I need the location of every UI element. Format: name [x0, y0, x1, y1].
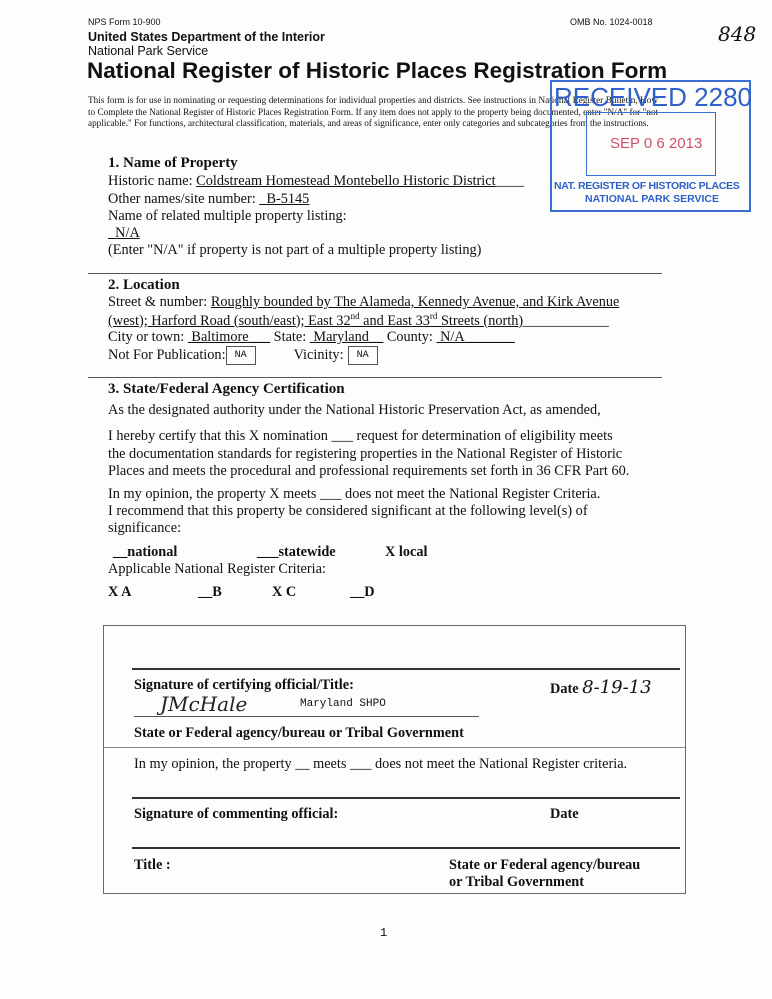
criterion-b: __B — [198, 584, 222, 600]
vicinity-box[interactable]: NA — [348, 346, 378, 365]
county-label: County: — [386, 329, 433, 345]
city-label: City or town: — [108, 329, 185, 345]
certify-line: Places and meets the procedural and professional requirements set forth in 36 CFR Part 60. — [108, 463, 630, 479]
stamp-received: RECEIVED 2280 — [554, 82, 752, 112]
section1-heading: 1. Name of Property — [108, 155, 238, 171]
instructions: This form is for use in nominating or requesting determinations for individual properties and districts. See instructions in National Register Bulletin, How to Complete the National Register of Historic Places Registration Form. If any item does not apply to the property being documented, enter "N/A" for "not applicable." For functions, architectural classification, materials, and areas of significance, enter only categories and subcategories from the instructions. — [88, 95, 658, 128]
omb-number: OMB No. 1024-0018 — [570, 17, 653, 27]
other-names-label: Other names/site number: — [108, 191, 256, 207]
commenting-opinion: In my opinion, the property __ meets ___ does not meet the National Register criteria. — [134, 756, 628, 772]
certify-line: I hereby certify that this X nomination ___ request for determination of eligibility meets — [108, 428, 613, 444]
street-line1: Roughly bounded by The Alameda, Kennedy Avenue, and Kirk Avenue — [210, 294, 620, 310]
county-value: N/A_______ — [440, 329, 515, 345]
stamp-line2: NATIONAL PARK SERVICE — [585, 193, 719, 205]
document-page: NPS Form 10-900 OMB No. 1024-0018 848 United States Department of the Interior National Park Service National Register of Historic Places Registration Form This form is for use in nominating or requesting determinations for individual properties and districts. See instructions in National Register Bulletin, How to Complete the National Register of Historic Places Registration Form. If any item does not apply to the property being documented, enter "N/A" for "not applicable." For functions, architectural classification, materials, and areas of significance, enter only categories and subcategories from the instructions. RECEIVED 2280 SEP 0 6 2013 NAT. REGISTER OF HISTORIC PLACES NATIONAL PARK SERVICE 1. Name of Property Historic name: Coldstream Homestead Montebello Historic District____ Other names/site number: B-5145 Name of related multiple property listing: N/A (Enter "N/A" if property is not part of a multiple property listing) 2. Location Street & number: Roughly bounded by The Alameda, Kennedy Avenue, and Kirk Avenue (west); Harford Road (south/east); East 32nd and East 33rd Streets (north)____________ City or town: Baltimore___ State: Maryland__ County: N/A_______ Not For Publication: NA Vicinity: NA 3. State/Federal Agency Certification As the designated authority under the National Historic Preservation Act, as amended, I hereby certify that this X nomination ___ request for determination of eligibility meets the documentation standards for registering properties in the National Register of Historic Places and meets the procedural and professional requirements set forth in 36 CFR Part 60. In my opinion, the property X meets ___ does not meet the National Register Criteria. I recommend that this property be considered significant at the following level(s) of significance: __national ___statewide X local Applicable National Register Criteria: X A __B X C __D Signature of certifying official/Title: Date 8-19-13 JMcHale Maryland SHPO State or Federal agency/bureau or Tribal Government In my opinion, the property __ meets ___ does not meet the National Register criteria. Signature of commenting official: Date Title : State or Federal agency/bureau or Tribal Government 1 — [0, 0, 772, 999]
level-local: X local — [385, 544, 428, 560]
page-title: National Register of Historic Places Registration Form — [87, 58, 668, 83]
criteria-label: Applicable National Register Criteria: — [108, 561, 326, 577]
stamp-date: SEP 0 6 2013 — [610, 135, 703, 152]
level-statewide: ___statewide — [257, 544, 336, 560]
department: United States Department of the Interior — [88, 30, 325, 44]
criterion-a: X A — [108, 584, 132, 600]
street-label: Street & number: — [108, 294, 208, 310]
vicinity-label: Vicinity: — [293, 346, 344, 363]
opinion-line: significance: — [108, 520, 182, 536]
page-number: 1 — [380, 926, 388, 940]
opinion-line: I recommend that this property be considered significant at the following level(s) of — [108, 503, 588, 519]
criterion-c: X C — [272, 584, 297, 600]
received-stamp — [550, 80, 751, 212]
city-value: Baltimore___ — [191, 329, 271, 345]
state-label: State: — [273, 329, 307, 345]
signature: JMcHale — [160, 692, 248, 716]
section2-heading: 2. Location — [108, 277, 180, 293]
street-line2: (west); Harford Road (south/east); East 32nd and East 33rd Streets (north) — [108, 311, 524, 329]
multiple-listing-value: N/A — [115, 225, 140, 241]
level-national: __national — [113, 544, 178, 560]
authority-text: As the designated authority under the National Historic Preservation Act, as amended, — [108, 402, 601, 418]
historic-name-label: Historic name: — [108, 173, 193, 189]
opinion-line: In my opinion, the property X meets ___ does not meet the National Register Criteria. — [108, 486, 601, 502]
section3-heading: 3. State/Federal Agency Certification — [108, 381, 345, 397]
criterion-d: __D — [350, 584, 375, 600]
handwritten-number: 848 — [718, 22, 757, 46]
commenting-label: Signature of commenting official: — [134, 806, 339, 822]
multiple-listing-note: (Enter "N/A" if property is not part of a multiple property listing) — [108, 242, 482, 258]
certifying-label: Signature of certifying official/Title: — [134, 677, 354, 693]
agency2-line2: or Tribal Government — [449, 874, 585, 890]
agency: National Park Service — [88, 44, 209, 58]
multiple-listing-label: Name of related multiple property listing: — [108, 208, 347, 224]
nfp-box[interactable]: NA — [226, 346, 256, 365]
state-value: Maryland__ — [313, 329, 384, 345]
date2-label: Date — [550, 806, 579, 822]
agency-label: State or Federal agency/bureau or Tribal Government — [134, 725, 464, 741]
other-names-value: B-5145 — [266, 191, 310, 207]
agency2-line1: State or Federal agency/bureau — [449, 857, 641, 873]
date-value: 8-19-13 — [582, 677, 652, 698]
title-label: Title : — [134, 857, 171, 873]
stamp-line1: NAT. REGISTER OF HISTORIC PLACES — [554, 180, 740, 192]
form-number: NPS Form 10-900 — [88, 17, 161, 27]
certify-line: the documentation standards for registering properties in the National Register of Historic — [108, 446, 623, 462]
title-value: Maryland SHPO — [300, 698, 386, 710]
historic-name-value: Coldstream Homestead Montebello Historic District — [196, 173, 496, 189]
date-label: Date — [550, 681, 579, 697]
nfp-label: Not For Publication: — [108, 346, 226, 363]
